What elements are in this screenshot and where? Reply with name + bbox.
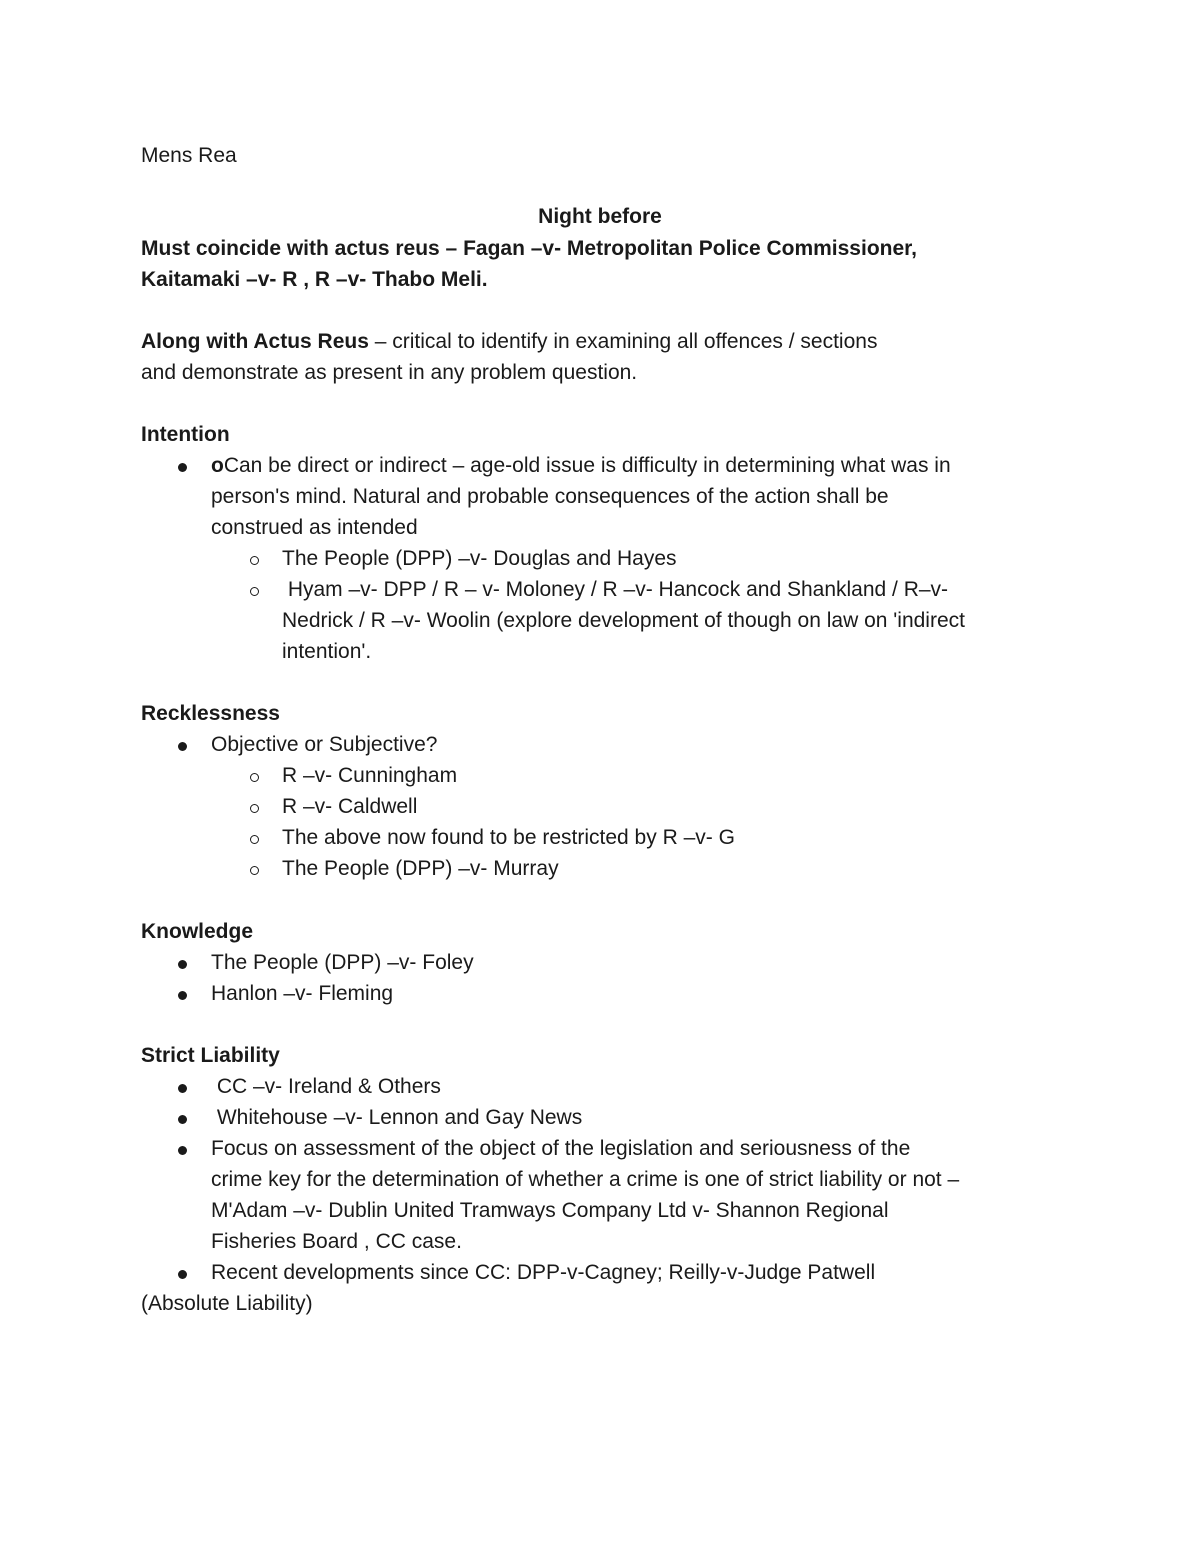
recklessness-sub-item: R –v- Caldwell [282,795,418,818]
intention-bullet-prefix: o [211,454,224,477]
along-paragraph-line-2: and demonstrate as present in any problem question. [141,361,638,384]
recklessness-sub-item: R –v- Cunningham [282,764,458,787]
intention-bullet-line-2: person's mind. Natural and probable consequences of the action shall be [211,485,889,508]
strict-bullet-1: CC –v- Ireland & Others [211,1075,441,1098]
along-bold-label: Along with Actus Reus [141,330,369,353]
along-text: – critical to identify in examining all offences / sections [368,330,878,353]
intention-sub-item-2-line-3: intention'. [282,640,372,663]
strict-bullet-3-line-4: Fisheries Board , CC case. [211,1230,462,1253]
intention-sub-item-2-line-1: Hyam –v- DPP / R – v- Moloney / R –v- Hancock and Shankland / R–v- [282,578,949,601]
recklessness-bullet: Objective or Subjective? [211,733,438,756]
doc-title: Mens Rea [141,144,237,167]
strict-trailing-text: (Absolute Liability) [141,1292,313,1315]
intention-bullet-line-3: construed as intended [211,516,418,539]
coincide-line-2: Kaitamaki –v- R , R –v- Thabo Meli. [141,268,488,291]
bullet-icon [178,991,187,1000]
bullet-icon [178,742,187,751]
strict-bullet-3-line-3: M'Adam –v- Dublin United Tramways Company Ltd v- Shannon Regional [211,1199,889,1222]
hollow-bullet-icon [250,587,259,596]
bullet-icon [178,1270,187,1279]
bullet-icon [178,1084,187,1093]
knowledge-bullet: Hanlon –v- Fleming [211,982,394,1005]
strict-bullet-3-line-1: Focus on assessment of the object of the legislation and seriousness of the [211,1137,911,1160]
hollow-bullet-icon [250,866,259,875]
strict-bullet-4: Recent developments since CC: DPP-v-Cagney; Reilly-v-Judge Patwell [211,1261,876,1284]
knowledge-heading: Knowledge [141,920,254,943]
coincide-line-1: Must coincide with actus reus – Fagan –v- Metropolitan Police Commissioner, [141,237,918,260]
hollow-bullet-icon [250,556,259,565]
knowledge-bullet: The People (DPP) –v- Foley [211,951,474,974]
bullet-icon [178,463,187,472]
bullet-icon [178,1146,187,1155]
recklessness-sub-item: The above now found to be restricted by R –v- G [282,826,735,849]
intention-heading: Intention [141,423,230,446]
bullet-icon [178,1115,187,1124]
intention-bullet-text: Can be direct or indirect – age-old issue is difficulty in determining what was in [223,454,951,477]
intention-sub-item-1: The People (DPP) –v- Douglas and Hayes [282,547,677,570]
hollow-bullet-icon [250,773,259,782]
doc-subtitle: Night before [538,205,662,228]
intention-bullet-line-1 [211,452,951,480]
intention-sub-item-2-line-2: Nedrick / R –v- Woolin (explore development of though on law on 'indirect [282,609,965,632]
hollow-bullet-icon [250,804,259,813]
strict-liability-heading: Strict Liability [141,1044,280,1067]
recklessness-sub-item: The People (DPP) –v- Murray [282,857,559,880]
recklessness-heading: Recklessness [141,702,280,725]
strict-bullet-2: Whitehouse –v- Lennon and Gay News [211,1106,583,1129]
hollow-bullet-icon [250,835,259,844]
bullet-icon [178,960,187,969]
strict-bullet-3-line-2: crime key for the determination of whether a crime is one of strict liability or not – [211,1168,960,1191]
along-paragraph-line-1 [141,328,877,356]
